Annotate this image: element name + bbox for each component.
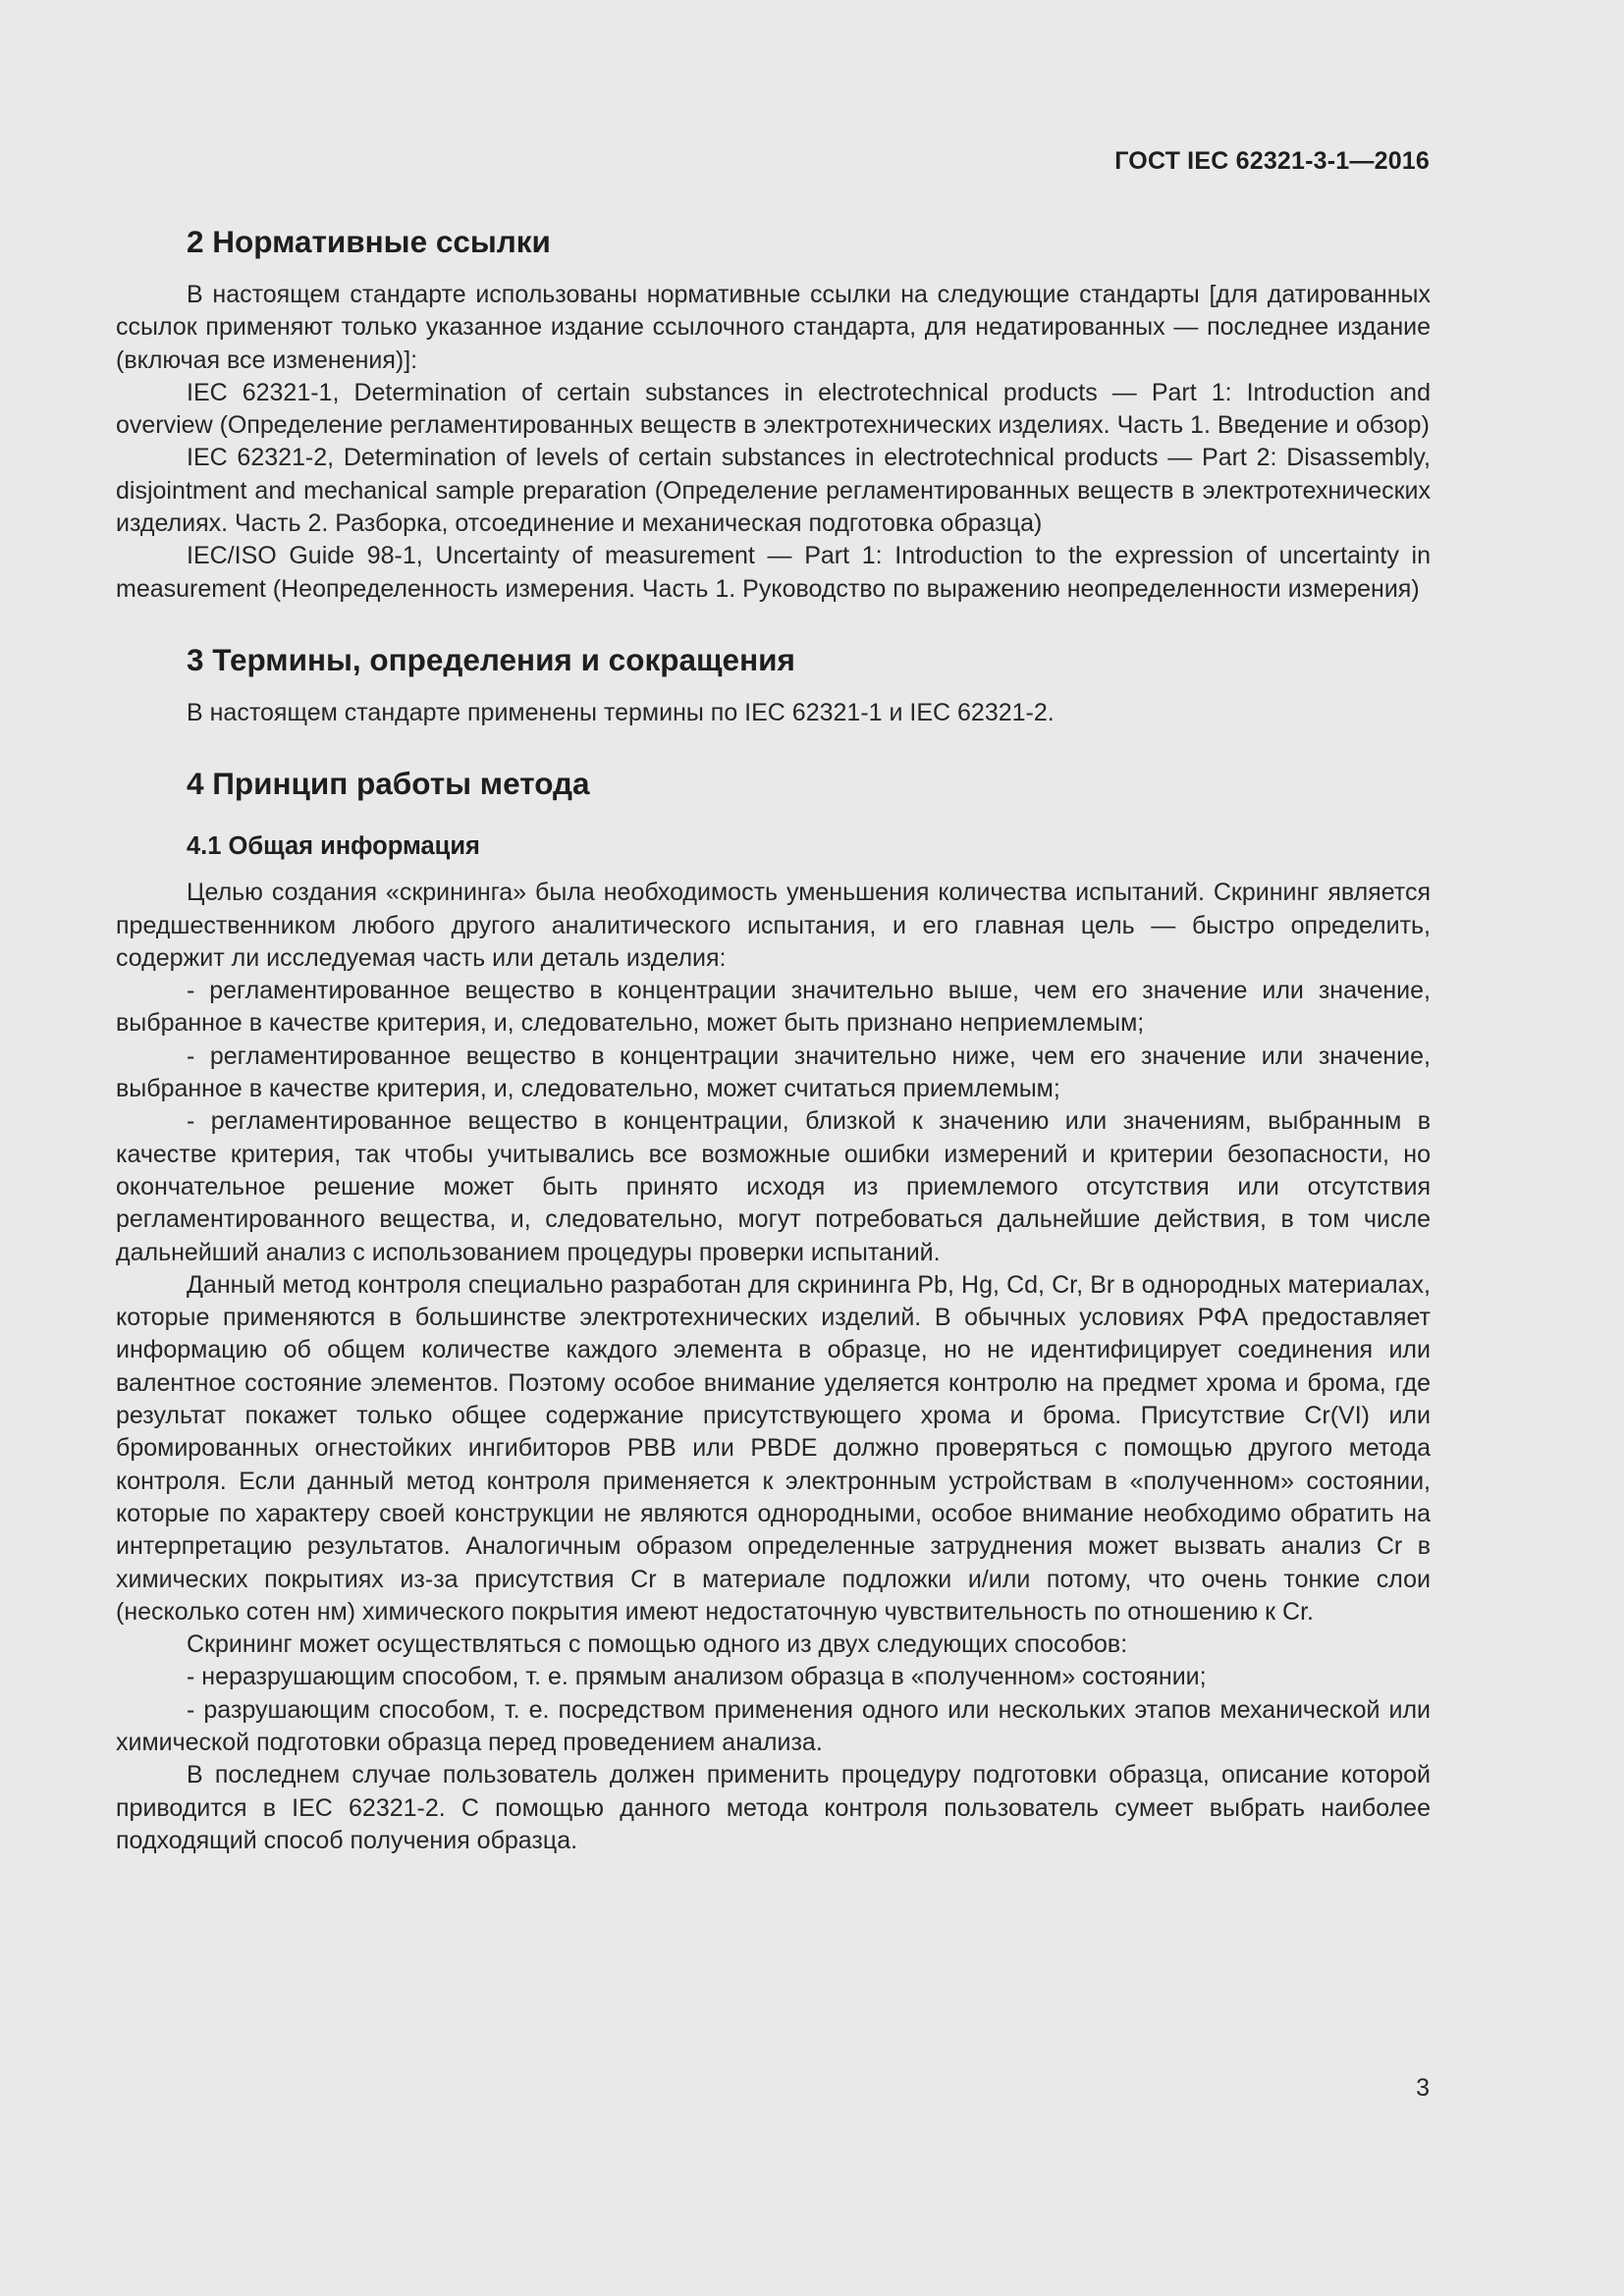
page-content [116,222,1431,1857]
section-4-heading: 4 Принцип работы метода [187,766,590,802]
section-2-heading: 2 Нормативные ссылки [187,224,551,259]
reference-item: IEC 62321-1, Determination of certain substances in electrotechnical products — Part 1: Introduction and overview (Определение регламентированных веществ в электротехнических изделиях. Часть 1. Введение и обзор) [116,378,1431,440]
reference-item: IEC 62321-2, Determination of levels of certain substances in electrotechnical products — Part 2: Disassembly, disjointment and mechanical sample preparation (Определение регламентированных веществ в электротехнических изделиях. Часть 2. Разборка, отсоединение и механическая подготовка образца) [116,444,1431,538]
list-item: - неразрушающим способом, т. е. прямым анализом образца в «полученном» состоянии; [187,1663,1207,1691]
section-3-heading: 3 Термины, определения и сокращения [187,641,795,677]
section-3-text: В настоящем стандарте применены термины по IEC 62321-1 и IEC 62321-2. [187,698,1055,726]
page-number: 3 [1416,2074,1430,2102]
paragraph: Данный метод контроля специально разработан для скрининга Pb, Hg, Cd, Cr, Br в однородных материалах, которые применяются в большинстве электротехнических изделий. В обычных условиях РФА предоставляет информацию об общем количестве каждого элемента в образце, но не идентифицирует соединения или валентное состояние элементов. Поэтому особое внимание уделяется контролю на предмет хрома и брома, где результат покажет только общее содержание присутствующего хрома и брома. Присутствие Cr(VI) или бромированных огнестойких ингибиторов PBB или PBDE должно проверяться с помощью другого метода контроля. Если данный метод контроля применяется к электронным устройствам в «полученном» состоянии, которые по характеру своей конструкции не являются однородными, особое внимание необходимо обратить на интерпретацию результатов. Аналогичным образом определенные затруднения может вызвать анализ Cr в химических покрытиях из-за присутствия Cr в материале подложки и/или потому, что очень тонкие слои (несколько сотен нм) химического покрытия имеют недостаточную чувствительность по отношению к Cr. [116,1270,1431,1626]
paragraph: В последнем случае пользователь должен применить процедуру подготовки образца, описание которой приводится в IEC 62321-2. С помощью данного метода контроля пользователь сумеет выбрать наиболее подходящий способ получения образца. [116,1761,1431,1854]
section-2-intro: В настоящем стандарте использованы нормативные ссылки на следующие стандарты [для датированных ссылок применяют только указанное издание ссылочного стандарта, для недатированных — последнее издание (включая все изменения)]: [116,281,1431,374]
list-item: - разрушающим способом, т. е. посредством применения одного или нескольких этапов механической или химической подготовки образца перед проведением анализа. [116,1695,1431,1756]
paragraph: Скрининг может осуществляться с помощью одного из двух следующих способов: [187,1630,1128,1659]
paragraph: Целью создания «скрининга» была необходимость уменьшения количества испытаний. Скрининг является предшественником любого другого аналитического испытания, и его главная цель — быстро определить, содержит ли исследуемая часть или деталь изделия: [116,879,1431,972]
document-id-header: ГОСТ IEC 62321-3-1—2016 [1114,147,1430,175]
reference-item: IEC/ISO Guide 98-1, Uncertainty of measurement — Part 1: Introduction to the expression of uncertainty in measurement (Неопределенность измерения. Часть 1. Руководство по выражению неопределенности измерения) [116,542,1431,603]
list-item: - регламентированное вещество в концентрации значительно выше, чем его значение или значение, выбранное в качестве критерия, и, следовательно, может быть признано неприемлемым; [116,977,1431,1038]
subsection-4-1-heading: 4.1 Общая информация [187,832,480,861]
list-item: - регламентированное вещество в концентрации, близкой к значению или значениям, выбранным в качестве критерия, так чтобы учитывались все возможные ошибки измерений и критерии безопасности, но окончательное решение может быть принято исходя из приемлемого отсутствия или отсутствия регламентированного вещества, и, следовательно, могут потребоваться дальнейшие действия, в том числе дальнейший анализ с использованием процедуры проверки испытаний. [116,1107,1431,1266]
list-item: - регламентированное вещество в концентрации значительно ниже, чем его значение или значение, выбранное в качестве критерия, и, следовательно, может считаться приемлемым; [116,1041,1431,1103]
